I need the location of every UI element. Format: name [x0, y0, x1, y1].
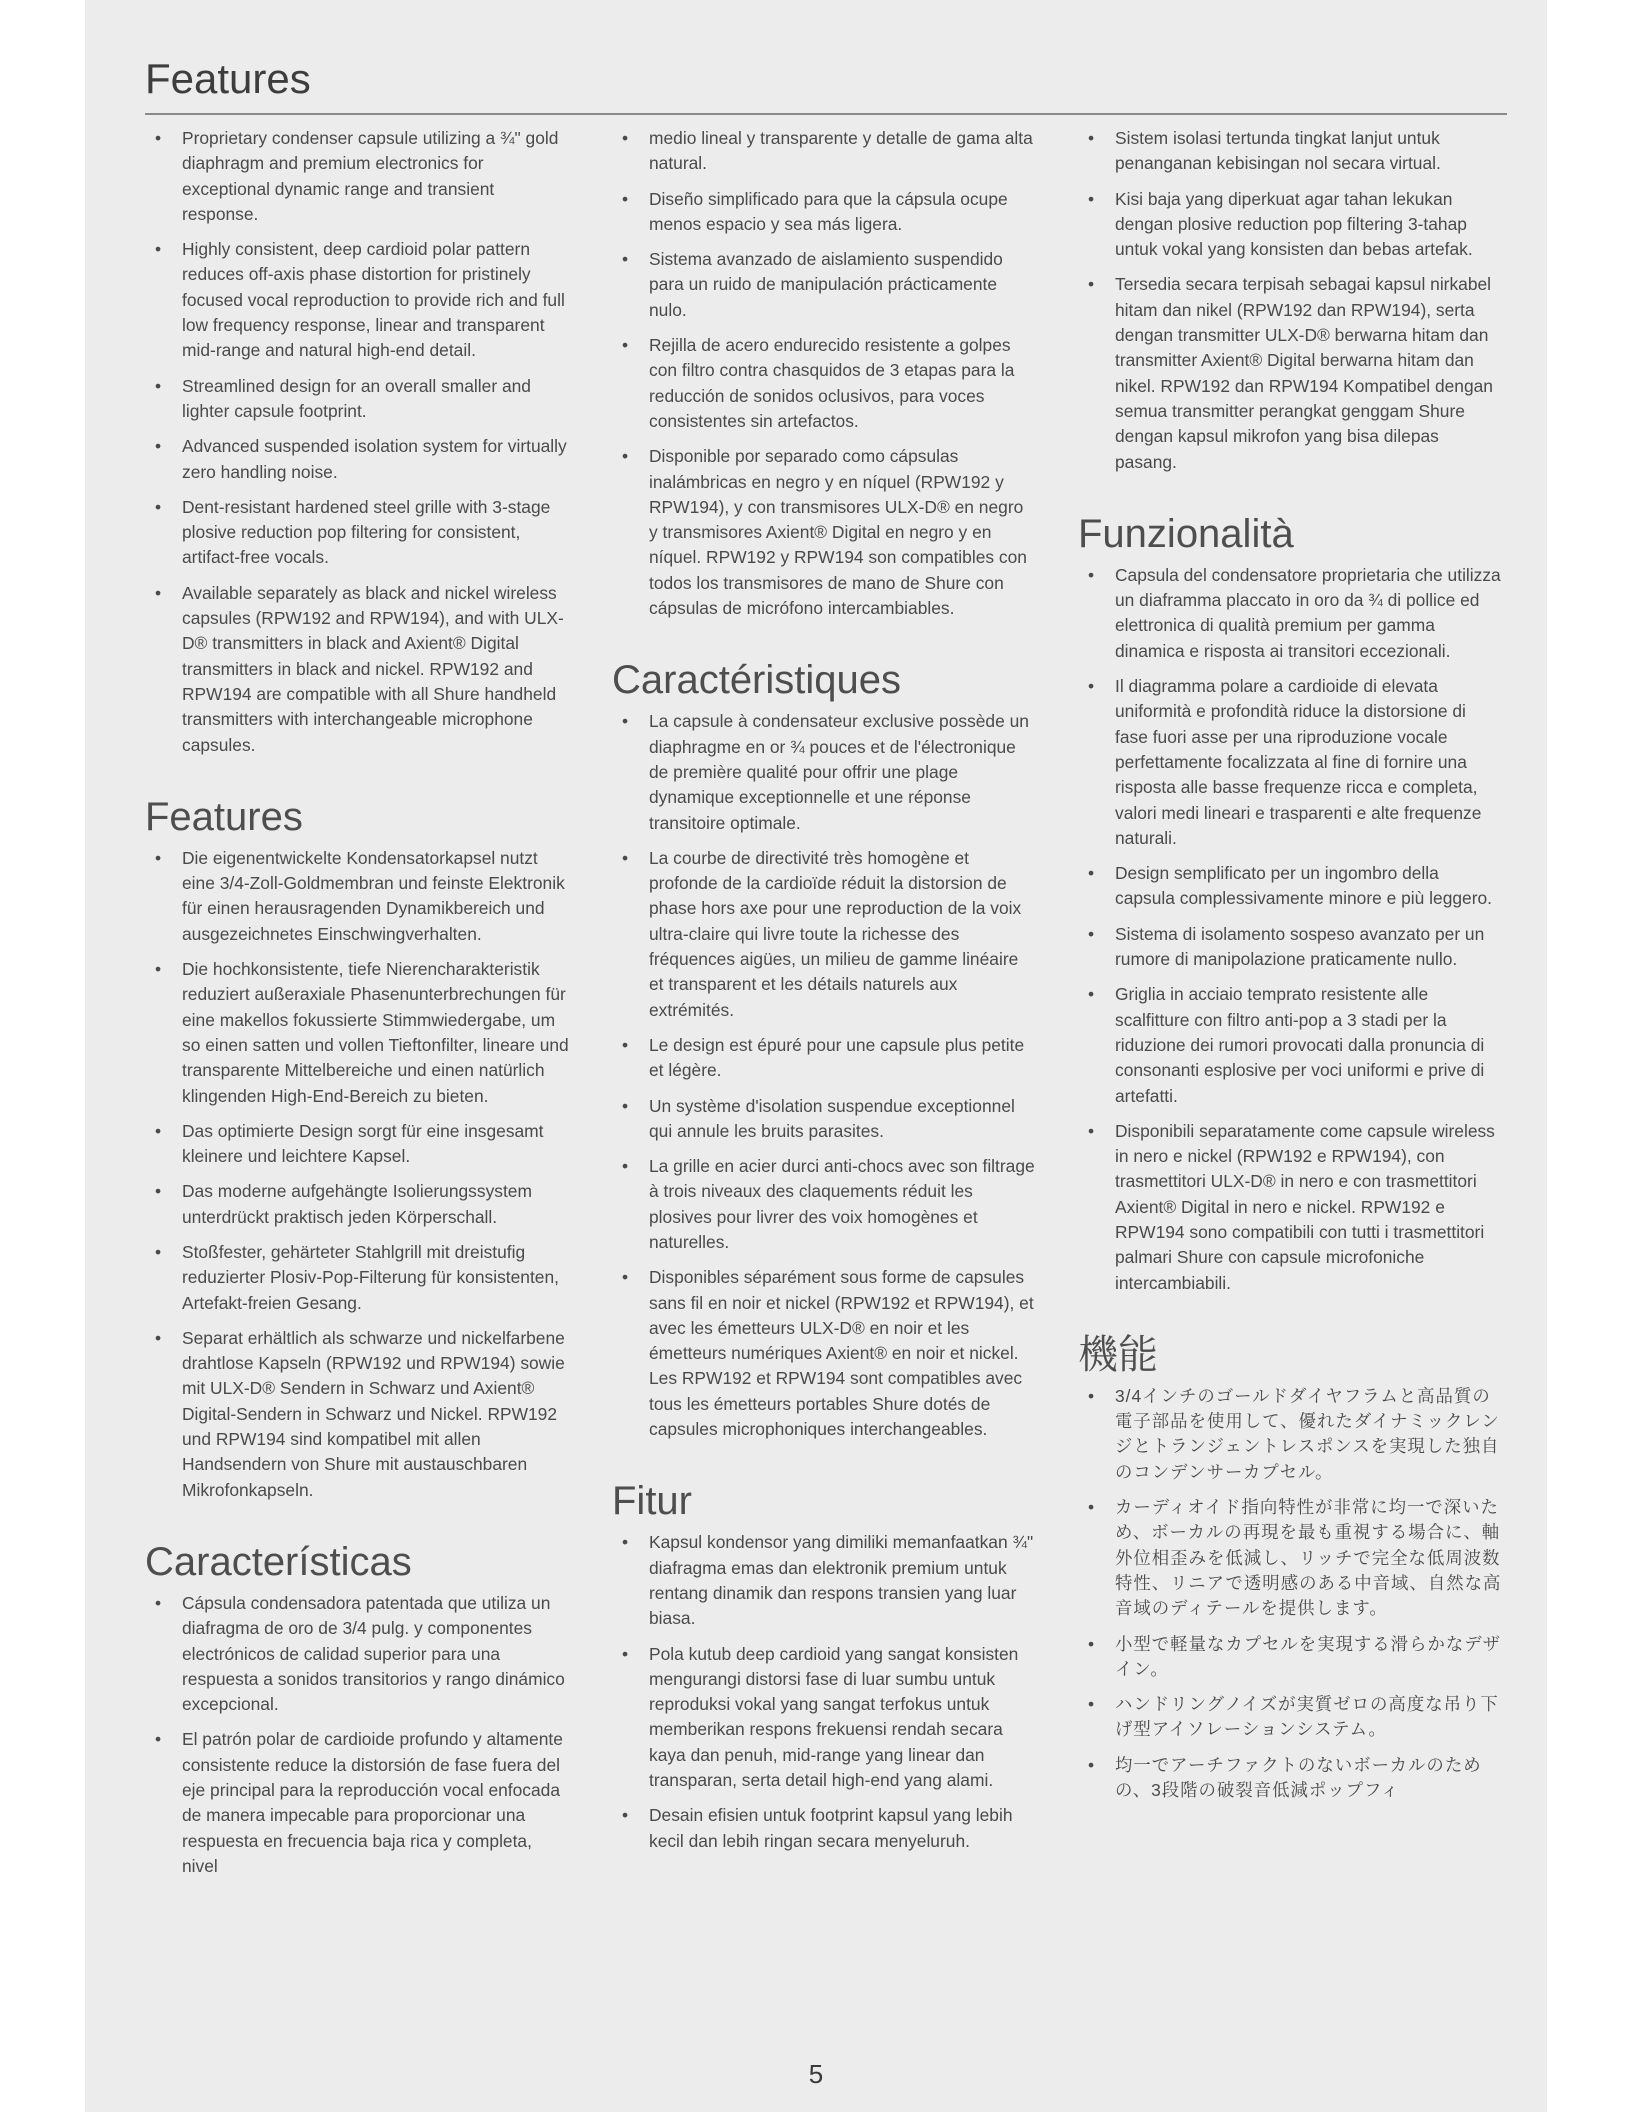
page-title: Features — [145, 55, 311, 102]
list-item: • Proprietary condenser capsule utilizing a ¾" gold diaphragm and premium electronics for exceptional dynamic range and transient response. — [145, 126, 569, 227]
list-item: • Disponibles séparément sous forme de capsules sans fil en noir et nickel (RPW192 et RPW194), et avec les émetteurs ULX-D® en noir et les émetteurs numériques Axient® en noir et nickel. Les RPW192 et RPW194 sont compatibles avec tous les émetteurs portables Shure dotés de capsules microphoniques interchangeables. — [612, 1265, 1036, 1442]
section-title: 機能 — [1078, 1332, 1158, 1377]
list-item: • El patrón polar de cardioide profundo y altamente consistente reduce la distorsión de fase fuera del eje principal para la reproducción vocal enfocada de manera impecable para proporcionar una respuesta en frecuencia baja rica y completa, nivel — [145, 1727, 569, 1879]
list-item: • Capsula del condensatore proprietaria che utilizza un diaframma placcato in oro da ¾ di pollice ed elettronica di qualità premium per gamma dinamica e risposta ai transitori eccezionali. — [1078, 563, 1502, 664]
feature-list — [612, 126, 1036, 621]
list-item: • La grille en acier durci anti-chocs avec son filtrage à trois niveaux des claquements réduit les plosives pour livrer des voix homogènes et naturelles. — [612, 1154, 1036, 1255]
section-features-id-2 — [1078, 126, 1502, 475]
feature-list — [1078, 126, 1502, 475]
list-item: • Die hochkonsistente, tiefe Nierencharakteristik reduziert außeraxiale Phasenunterbrechungen für eine makellos fokussierte Stimmwiedergabe, um so einen satten und vollen Tieftonfilter, lineare und transparente Mittelbereiche und einen natürlich klingenden High-End-Bereich zu bieten. — [145, 957, 569, 1109]
feature-list — [612, 709, 1036, 1442]
list-item: • Il diagramma polare a cardioide di elevata uniformità e profondità riduce la distorsione di fase fuori asse per una riproduzione vocale perfettamente focalizzata al fine di fornire una risposta alle basse frequenze ricca e completa, valori medi lineari e trasparenti e alte frequenze naturali. — [1078, 674, 1502, 851]
section-title: Fitur — [612, 1479, 692, 1524]
list-item: • Cápsula condensadora patentada que utiliza un diafragma de oro de 3/4 pulg. y componentes electrónicos de calidad superior para una respuesta a sonidos transitorios y rango dinámico excepcional. — [145, 1591, 569, 1717]
list-item: • Disponibili separatamente come capsule wireless in nero e nickel (RPW192 e RPW194), con trasmettitori ULX-D® in nero e con trasmettitori Axient® Digital in nero e nickel. RPW192 e RPW194 sono compatibili con tutti i trasmettitori palmari Shure con capsule microfoniche intercambiabili. — [1078, 1119, 1502, 1296]
column-1 — [145, 126, 569, 1889]
column-3 — [1078, 126, 1502, 1813]
feature-list — [145, 126, 569, 758]
section-features-id-1 — [612, 1480, 1036, 1854]
list-item: • 3/4インチのゴールドダイヤフラムと高品質の電子部品を使用して、優れたダイナミックレンジとトランジェントレスポンスを実現した独自のコンデンサーカプセル。 — [1078, 1384, 1502, 1485]
list-item: • 均一でアーチファクトのないボーカルのための、3段階の破裂音低減ポップフィ — [1078, 1753, 1502, 1804]
list-item: • medio lineal y transparente y detalle de gama alta natural. — [612, 126, 1036, 177]
section-features-it — [1078, 513, 1502, 1296]
section-features-es-2 — [612, 126, 1036, 621]
feature-list — [612, 1530, 1036, 1854]
list-item: • Griglia in acciaio temprato resistente alle scalfitture con filtro anti-pop a 3 stadi per la riduzione dei rumori provocati dalla pronuncia di consonanti esplosive per voci uniformi e prive di artefatti. — [1078, 982, 1502, 1108]
list-item: • Highly consistent, deep cardioid polar pattern reduces off-axis phase distortion for pristinely focused vocal reproduction to provide rich and full low frequency response, linear and transparent mid-range and natural high-end detail. — [145, 237, 569, 363]
list-item: • La capsule à condensateur exclusive possède un diaphragme en or ¾ pouces et de l'électronique de première qualité pour offrir une plage dynamique exceptionnelle et une réponse transitoire optimale. — [612, 709, 1036, 835]
column-2 — [612, 126, 1036, 1864]
section-features-ja — [1078, 1334, 1502, 1803]
list-item: • Disponible por separado como cápsulas inalámbricas en negro y en níquel (RPW192 y RPW194), y con transmisores ULX-D® en negro y transmisores Axient® Digital en negro y en níquel. RPW192 y RPW194 son compatibles con todos los transmisores de mano de Shure con cápsulas de micrófono intercambiables. — [612, 444, 1036, 621]
list-item: • Das moderne aufgehängte Isolierungssystem unterdrückt praktisch jeden Körperschall. — [145, 1179, 569, 1230]
section-title: Features — [145, 794, 303, 839]
list-item: • 小型で軽量なカプセルを実現する滑らかなデザイン。 — [1078, 1632, 1502, 1683]
list-item: • Streamlined design for an overall smaller and lighter capsule footprint. — [145, 374, 569, 425]
section-title: Características — [145, 1539, 412, 1584]
title-divider — [145, 113, 1507, 115]
feature-list — [1078, 1384, 1502, 1803]
feature-list — [145, 846, 569, 1503]
list-item: • Pola kutub deep cardioid yang sangat konsisten mengurangi distorsi fase di luar sumbu untuk reproduksi vokal yang sangat terfokus untuk memberikan respons frekuensi rendah secara kaya dan penuh, mid-range yang linear dan transparan, serta detail high-end yang alami. — [612, 1642, 1036, 1794]
list-item: • Le design est épuré pour une capsule plus petite et légère. — [612, 1033, 1036, 1084]
feature-list — [145, 1591, 569, 1879]
list-item: • Advanced suspended isolation system for virtually zero handling noise. — [145, 434, 569, 485]
list-item: • Dent-resistant hardened steel grille with 3-stage plosive reduction pop filtering for consistent, artifact-free vocals. — [145, 495, 569, 571]
section-features-de — [145, 796, 569, 1503]
section-features-es-1 — [145, 1541, 569, 1879]
list-item: • Das optimierte Design sorgt für eine insgesamt kleinere und leichtere Kapsel. — [145, 1119, 569, 1170]
section-title: Caractéristiques — [612, 658, 902, 703]
list-item: • Tersedia secara terpisah sebagai kapsul nirkabel hitam dan nikel (RPW192 dan RPW194), serta dengan transmitter ULX-D® berwarna hitam dan transmitter Axient® Digital berwarna hitam dan nikel. RPW192 dan RPW194 Kompatibel dengan semua transmitter perangkat genggam Shure dengan kapsul mikrofon yang bisa dilepas pasang. — [1078, 272, 1502, 474]
list-item: • Rejilla de acero endurecido resistente a golpes con filtro contra chasquidos de 3 etapas para la reducción de sonidos oclusivos, para voces consistentes sin artefactos. — [612, 333, 1036, 434]
list-item: • Separat erhältlich als schwarze und nickelfarbene drahtlose Kapseln (RPW192 und RPW194) sowie mit ULX-D® Sendern in Schwarz und Axient® Digital-Sendern in Schwarz und Nickel. RPW192 und RPW194 sind kompatibel mit allen Handsendern von Shure mit austauschbaren Mikrofonkapseln. — [145, 1326, 569, 1503]
list-item: • Sistem isolasi tertunda tingkat lanjut untuk penanganan kebisingan nol secara virtual. — [1078, 126, 1502, 177]
list-item: • Available separately as black and nickel wireless capsules (RPW192 and RPW194), and with ULX-D® transmitters in black and Axient® Digital transmitters in black and nickel. RPW192 and RPW194 are compatible with all Shure handheld transmitters with interchangeable microphone capsules. — [145, 581, 569, 758]
list-item: • ハンドリングノイズが実質ゼロの高度な吊り下げ型アイソレーションシステム。 — [1078, 1692, 1502, 1743]
list-item: • Un système d'isolation suspendue exceptionnel qui annule les bruits parasites. — [612, 1094, 1036, 1145]
list-item: • カーディオイド指向特性が非常に均一で深いため、ボーカルの再現を最も重視する場合に、軸外位相歪みを低減し、リッチで完全な低周波数特性、リニアで透明感のある中音域、自然な高音域のディテールを提供します。 — [1078, 1495, 1502, 1621]
section-features-fr — [612, 659, 1036, 1442]
list-item: • Die eigenentwickelte Kondensatorkapsel nutzt eine 3/4-Zoll-Goldmembran und feinste Elektronik für einen herausragenden Dynamikbereich und ausgezeichnetes Einschwingverhalten. — [145, 846, 569, 947]
list-item: • Stoßfester, gehärteter Stahlgrill mit dreistufig reduzierter Plosiv-Pop-Filterung für konsistenten, Artefakt-freien Gesang. — [145, 1240, 569, 1316]
list-item: • Sistema di isolamento sospeso avanzato per un rumore di manipolazione praticamente nullo. — [1078, 922, 1502, 973]
list-item: • Diseño simplificado para que la cápsula ocupe menos espacio y sea más ligera. — [612, 187, 1036, 238]
feature-list — [1078, 563, 1502, 1296]
list-item: • La courbe de directivité très homogène et profonde de la cardioïde réduit la distorsion de phase hors axe pour une reproduction de la voix ultra-claire qui livre toute la richesse des fréquences aigües, un milieu de gamme linéaire et transparent et les détails naturels aux extrémités. — [612, 846, 1036, 1023]
list-item: • Kapsul kondensor yang dimiliki memanfaatkan ¾" diafragma emas dan elektronik premium untuk rentang dinamik dan respons transien yang luar biasa. — [612, 1530, 1036, 1631]
section-features-en — [145, 126, 569, 758]
list-item: • Sistema avanzado de aislamiento suspendido para un ruido de manipulación prácticamente nulo. — [612, 247, 1036, 323]
list-item: • Desain efisien untuk footprint kapsul yang lebih kecil dan lebih ringan secara menyeluruh. — [612, 1803, 1036, 1854]
list-item: • Kisi baja yang diperkuat agar tahan lekukan dengan plosive reduction pop filtering 3-tahap untuk vokal yang konsisten dan bebas artefak. — [1078, 187, 1502, 263]
manual-page — [85, 0, 1547, 2112]
section-title: Funzionalità — [1078, 511, 1294, 556]
list-item: • Design semplificato per un ingombro della capsula complessivamente minore e più leggero. — [1078, 861, 1502, 912]
page-number: 5 — [808, 2059, 824, 2089]
